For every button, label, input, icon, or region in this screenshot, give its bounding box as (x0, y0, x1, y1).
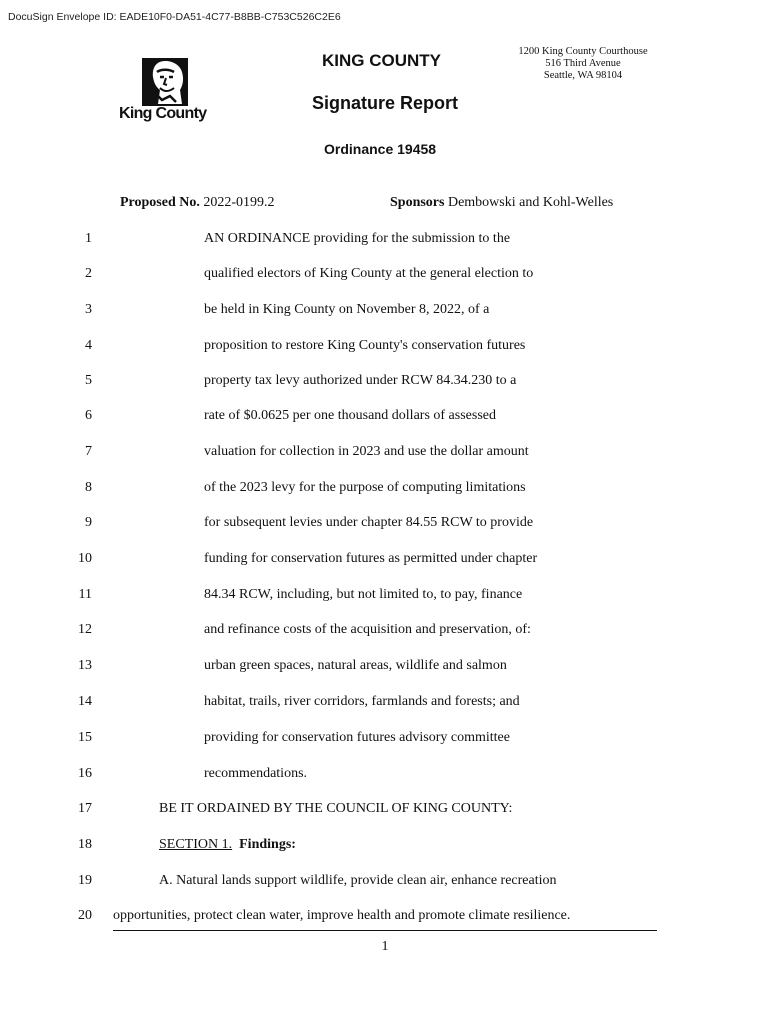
line-number: 18 (78, 837, 92, 852)
line-number: 4 (85, 338, 92, 353)
line-text: for subsequent levies under chapter 84.55 RCW to provide (204, 515, 534, 530)
ordinance-line (0, 229, 770, 249)
line-number: 19 (78, 873, 92, 888)
line-text: urban green spaces, natural areas, wildlife and salmon (204, 658, 507, 673)
line-text: property tax levy authorized under RCW 84.34.230 to a (204, 373, 517, 388)
ordinance-line (0, 549, 770, 569)
line-number: 1 (85, 231, 92, 246)
ordinance-line (0, 620, 770, 640)
line-text: of the 2023 levy for the purpose of computing limitations (204, 480, 526, 495)
line-text: funding for conservation futures as permitted under chapter (204, 551, 538, 566)
line-number: 2 (85, 266, 92, 281)
king-county-logo-text: King County (119, 105, 207, 122)
docusign-envelope-id: DocuSign Envelope ID: EADE10F0-DA51-4C77-B8BB-C753C526C2E6 (8, 11, 341, 23)
line-text: qualified electors of King County at the general election to (204, 266, 534, 281)
king-county-logo (116, 58, 216, 128)
ordinance-number: Ordinance 19458 (324, 141, 437, 157)
enacting-clause: BE IT ORDAINED BY THE COUNCIL OF KING COUNTY: (159, 801, 513, 816)
ordinance-line (0, 336, 770, 356)
line-number: 17 (78, 801, 92, 816)
line-number: 15 (78, 730, 92, 745)
proposed-number (120, 195, 275, 211)
ordinance-line (0, 728, 770, 748)
line-number: 6 (85, 408, 92, 423)
section-number: SECTION 1. (159, 837, 233, 852)
address-line: Seattle, WA 98104 (543, 70, 623, 81)
line-text: A. Natural lands support wildlife, provide clean air, enhance recreation (159, 873, 557, 888)
section-title: Findings: (239, 837, 296, 852)
line-text: rate of $0.0625 per one thousand dollars of assessed (204, 408, 496, 423)
ordinance-line (0, 871, 770, 891)
line-text: valuation for collection in 2023 and use the dollar amount (204, 444, 529, 459)
proposed-label: Proposed No. (120, 195, 200, 210)
ordinance-line (0, 442, 770, 462)
ordinance-line (0, 371, 770, 391)
section-heading (159, 835, 296, 855)
address-line: 1200 King County Courthouse (518, 46, 648, 57)
footer-divider (113, 930, 657, 931)
page-number: 1 (381, 939, 389, 954)
line-number: 12 (78, 622, 92, 637)
line-text: habitat, trails, river corridors, farmlands and forests; and (204, 694, 520, 709)
sponsors-label: Sponsors (390, 195, 445, 210)
line-text: proposition to restore King County's conservation futures (204, 338, 526, 353)
line-text: and refinance costs of the acquisition and preservation, of: (204, 622, 531, 637)
courthouse-address (508, 46, 658, 82)
line-number: 7 (85, 444, 92, 459)
report-title: Signature Report (312, 93, 459, 113)
ordinance-line (0, 692, 770, 712)
line-text: opportunities, protect clean water, improve health and promote climate resilience. (113, 908, 571, 923)
sponsors-value: Dembowski and Kohl-Welles (447, 195, 614, 210)
ordinance-line (0, 764, 770, 784)
sponsors (390, 195, 613, 211)
line-number: 11 (78, 587, 92, 602)
ordinance-line (0, 513, 770, 533)
ordinance-line (0, 906, 770, 926)
line-text: recommendations. (204, 766, 308, 781)
ordinance-line (0, 300, 770, 320)
line-number: 3 (85, 302, 92, 317)
line-number: 9 (85, 515, 92, 530)
line-number: 13 (78, 658, 92, 673)
line-text: providing for conservation futures advisory committee (204, 730, 510, 745)
address-line: 516 Third Avenue (545, 58, 621, 69)
line-number: 8 (85, 480, 92, 495)
line-text: be held in King County on November 8, 2022, of a (204, 302, 490, 317)
ordinance-line (0, 406, 770, 426)
ordinance-line (0, 478, 770, 498)
proposed-value: 2022-0199.2 (203, 195, 275, 210)
line-number: 10 (78, 551, 92, 566)
line-text: 84.34 RCW, including, but not limited to, to pay, finance (204, 587, 523, 602)
ordinance-line (0, 585, 770, 605)
ordinance-line (0, 799, 770, 819)
line-number: 16 (78, 766, 92, 781)
ordinance-line (0, 835, 770, 855)
ordinance-line (0, 656, 770, 676)
king-county-logo-icon (142, 58, 188, 106)
county-title: KING COUNTY (322, 51, 441, 70)
line-text: AN ORDINANCE providing for the submission to the (204, 231, 511, 246)
ordinance-line (0, 264, 770, 284)
line-number: 14 (78, 694, 92, 709)
line-number: 5 (85, 373, 92, 388)
line-number: 20 (78, 908, 92, 923)
